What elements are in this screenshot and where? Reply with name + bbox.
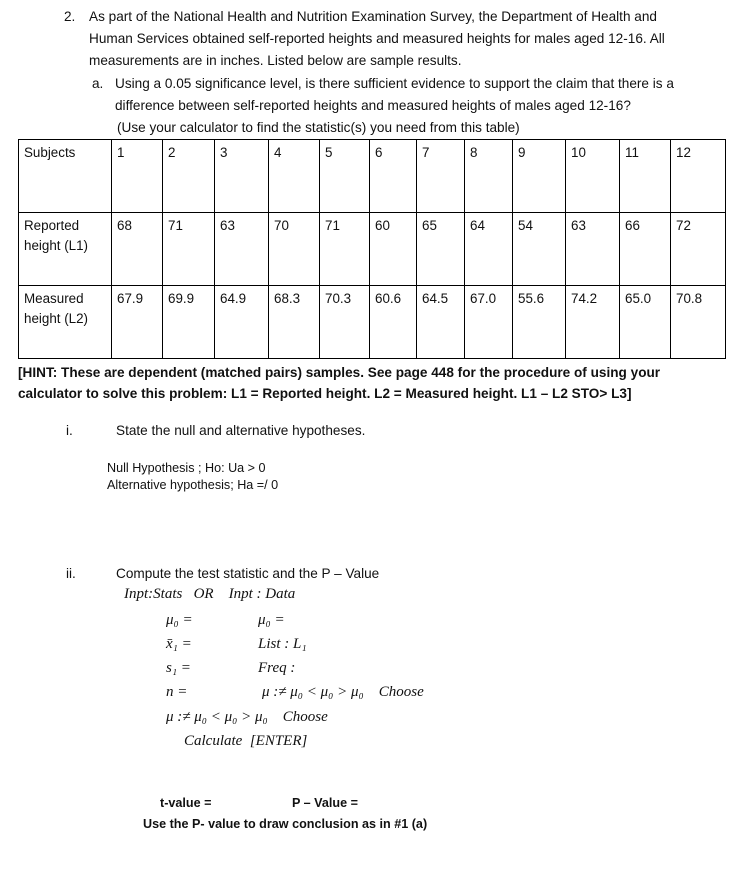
part-ii-prompt: Compute the test statistic and the P – Value: [116, 566, 380, 581]
table-cell: 5: [320, 140, 370, 213]
heights-table: [18, 139, 726, 359]
table-cell: 54: [513, 213, 566, 286]
table-cell: 67.0: [465, 286, 513, 359]
data-mu0-field: μ₀ =: [258, 612, 285, 628]
table-cell: 4: [269, 140, 320, 213]
t-value-label: t-value =: [160, 796, 212, 810]
table-cell: 1: [112, 140, 163, 213]
part-i-numeral: i.: [66, 423, 73, 438]
table-cell: 69.9: [163, 286, 215, 359]
conclusion-note: Use the P- value to draw conclusion as in #1 (a): [143, 817, 428, 831]
row-label: Subjects: [19, 140, 112, 213]
table-cell: 60.6: [370, 286, 417, 359]
p-value-label: P – Value =: [292, 796, 358, 810]
row-label: Measured height (L2): [19, 286, 112, 359]
table-cell: 71: [320, 213, 370, 286]
subjects-row: [19, 140, 726, 213]
data-alternative-choice: μ :≠ μ₀ < μ₀ > μ₀ Choose: [262, 684, 424, 700]
stats-alternative-choice: μ :≠ μ₀ < μ₀ > μ₀ Choose: [166, 709, 328, 725]
calculate-enter: Calculate [ENTER]: [184, 733, 308, 749]
table-cell: 8: [465, 140, 513, 213]
table-cell: 11: [620, 140, 671, 213]
table-cell: 71: [163, 213, 215, 286]
calculator-menu-header: Inpt:Stats OR Inpt : Data: [124, 586, 296, 602]
part-i-prompt: State the null and alternative hypotheses.: [116, 423, 366, 438]
table-cell: 74.2: [566, 286, 620, 359]
table-cell: 12: [671, 140, 726, 213]
table-cell: 70.8: [671, 286, 726, 359]
measured-height-row: [19, 286, 726, 359]
stats-n-field: n =: [166, 684, 188, 700]
part-a-line-1: Using a 0.05 significance level, is there sufficient evidence to support the claim that there is a: [115, 76, 674, 91]
table-cell: 66: [620, 213, 671, 286]
table-cell: 63: [215, 213, 269, 286]
table-cell: 9: [513, 140, 566, 213]
part-ii-numeral: ii.: [66, 566, 76, 581]
row-label: Reported height (L1): [19, 213, 112, 286]
reported-height-row: [19, 213, 726, 286]
table-cell: 2: [163, 140, 215, 213]
hint-line-2: calculator to solve this problem: L1 = Reported height. L2 = Measured height. L1 – L2 STO> L3]: [18, 386, 632, 401]
part-a-letter: a.: [92, 76, 104, 91]
table-cell: 64.5: [417, 286, 465, 359]
table-cell: 7: [417, 140, 465, 213]
hint-line-1: [HINT: These are dependent (matched pairs) samples. See page 448 for the procedure of using your: [18, 365, 661, 380]
table-cell: 10: [566, 140, 620, 213]
table-cell: 3: [215, 140, 269, 213]
intro-line-1: As part of the National Health and Nutrition Examination Survey, the Department of Health and: [89, 9, 657, 24]
table-cell: 64: [465, 213, 513, 286]
data-freq-field: Freq :: [258, 660, 296, 676]
question-number: 2.: [64, 9, 76, 24]
intro-line-3: measurements are in inches. Listed below are sample results.: [89, 53, 462, 68]
stats-mean-field: x̄₁ =: [166, 636, 192, 652]
null-hypothesis: Null Hypothesis ; Ho: Ua > 0: [107, 461, 266, 475]
table-cell: 68: [112, 213, 163, 286]
table-cell: 64.9: [215, 286, 269, 359]
stats-sd-field: s₁ =: [166, 660, 191, 676]
table-cell: 65.0: [620, 286, 671, 359]
table-cell: 72: [671, 213, 726, 286]
table-cell: 6: [370, 140, 417, 213]
table-cell: 68.3: [269, 286, 320, 359]
table-cell: 63: [566, 213, 620, 286]
data-list-field: List : L₁: [258, 636, 307, 652]
part-a-line-3: (Use your calculator to find the statistic(s) you need from this table): [117, 120, 520, 135]
intro-line-2: Human Services obtained self-reported heights and measured heights for males aged 12-16. All: [89, 31, 665, 46]
table-cell: 55.6: [513, 286, 566, 359]
table-cell: 67.9: [112, 286, 163, 359]
table-cell: 70: [269, 213, 320, 286]
alternative-hypothesis: Alternative hypothesis; Ha =/ 0: [107, 478, 279, 492]
stats-mu0-field: μ₀ =: [166, 612, 193, 628]
table-cell: 60: [370, 213, 417, 286]
part-a-line-2: difference between self-reported heights and measured heights of males aged 12-16?: [115, 98, 631, 113]
table-cell: 65: [417, 213, 465, 286]
table-cell: 70.3: [320, 286, 370, 359]
